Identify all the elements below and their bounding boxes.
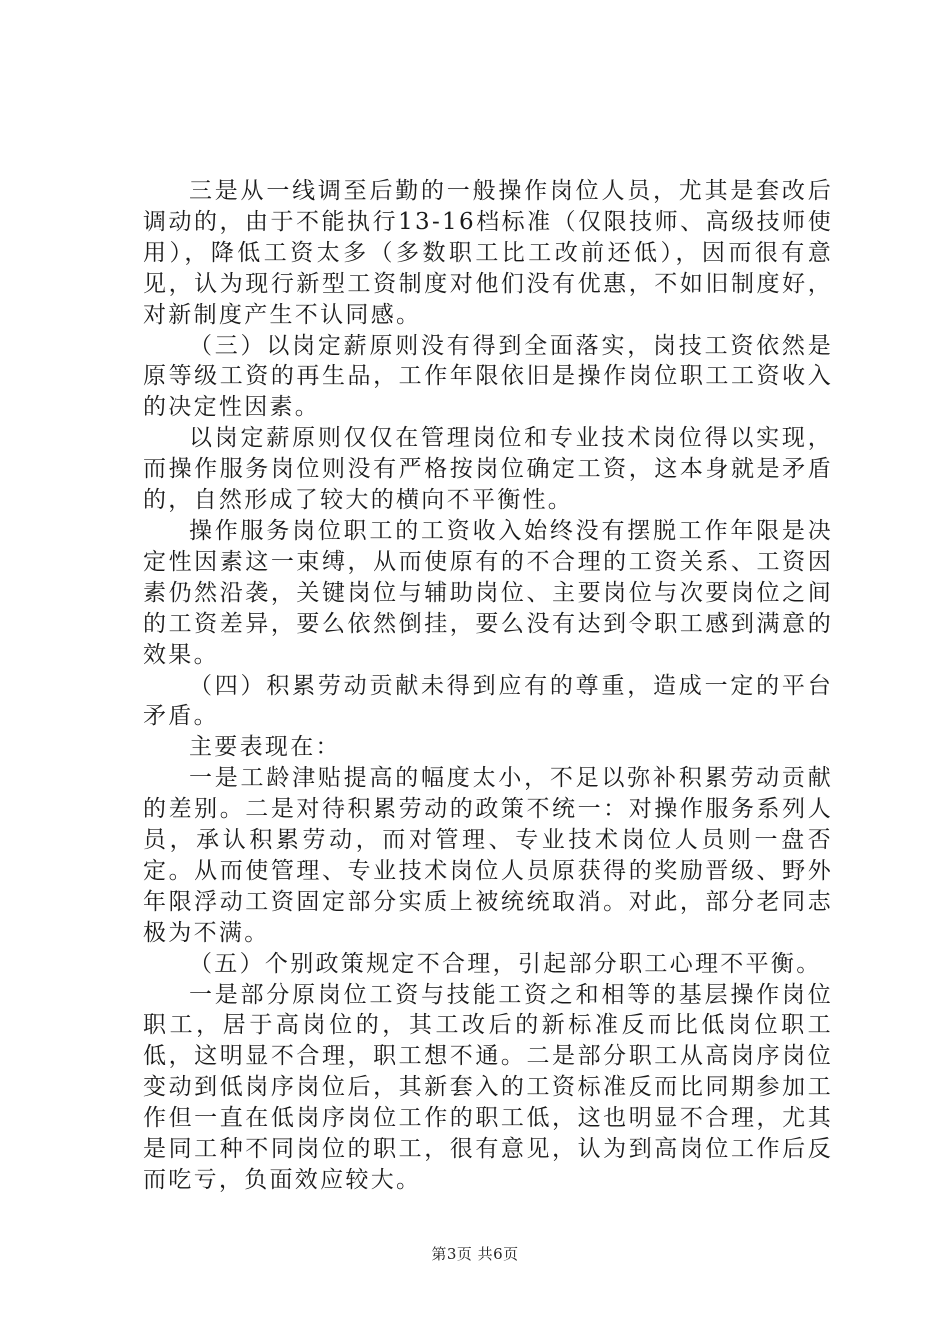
paragraph-9: 一是部分原岗位工资与技能工资之和相等的基层操作岗位职工，居于高岗位的，其工改后的新标准反而比低岗位职工低，这明显不合理，职工想不通。二是部分职工从高岗序岗位变动到低岗序岗位后，其新套入的工资标准反而比同期参加工作但一直在低岗序岗位工作的职工低，这也明显不合理，尤其是同工种不同岗位的职工，很有意见，认为到高岗位工作后反而吃亏，负面效应较大。 [143, 981, 833, 1193]
paragraph-8-heading-5: （五）个别政策规定不合理，引起部分职工心理不平衡。 [189, 950, 822, 977]
paragraph-6: 主要表现在： [189, 734, 341, 761]
page-footer: 第3页 共6页 [431, 1245, 519, 1263]
document-body [143, 176, 833, 1196]
paragraph-7: 一是工龄津贴提高的幅度太小，不足以弥补积累劳动贡献的差别。二是对待积累劳动的政策不统一：对操作服务系列人员，承认积累劳动，而对管理、专业技术岗位人员则一盘否定。从而使管理、专业技术岗位人员原获得的奖励晋级、野外年限浮动工资固定部分实质上被统统取消。对此，部分老同志极为不满。 [143, 765, 833, 946]
paragraph-4: 操作服务岗位职工的工资收入始终没有摆脱工作年限是决定性因素这一束缚，从而使原有的不合理的工资关系、工资因素仍然沿袭，关键岗位与辅助岗位、主要岗位与次要岗位之间的工资差异，要么依然倒挂，要么没有达到令职工感到满意的效果。 [143, 517, 833, 668]
paragraph-1: 三是从一线调至后勤的一般操作岗位人员，尤其是套改后调动的，由于不能执行13-16档标准（仅限技师、高级技师使用），降低工资太多（多数职工比工改前还低），因而很有意见，认为现行新型工资制度对他们没有优惠，不如旧制度好，对新制度产生不认同感。 [143, 178, 833, 328]
paragraph-2-heading-3: （三）以岗定薪原则没有得到全面落实，岗技工资依然是原等级工资的再生品，工作年限依旧是操作岗位职工工资收入的决定性因素。 [143, 332, 833, 421]
paragraph-5-heading-4: （四）积累劳动贡献未得到应有的尊重，造成一定的平台矛盾。 [143, 672, 833, 730]
paragraph-3: 以岗定薪原则仅仅在管理岗位和专业技术岗位得以实现，而操作服务岗位则没有严格按岗位确定工资，这本身就是矛盾的，自然形成了较大的横向不平衡性。 [143, 425, 833, 514]
